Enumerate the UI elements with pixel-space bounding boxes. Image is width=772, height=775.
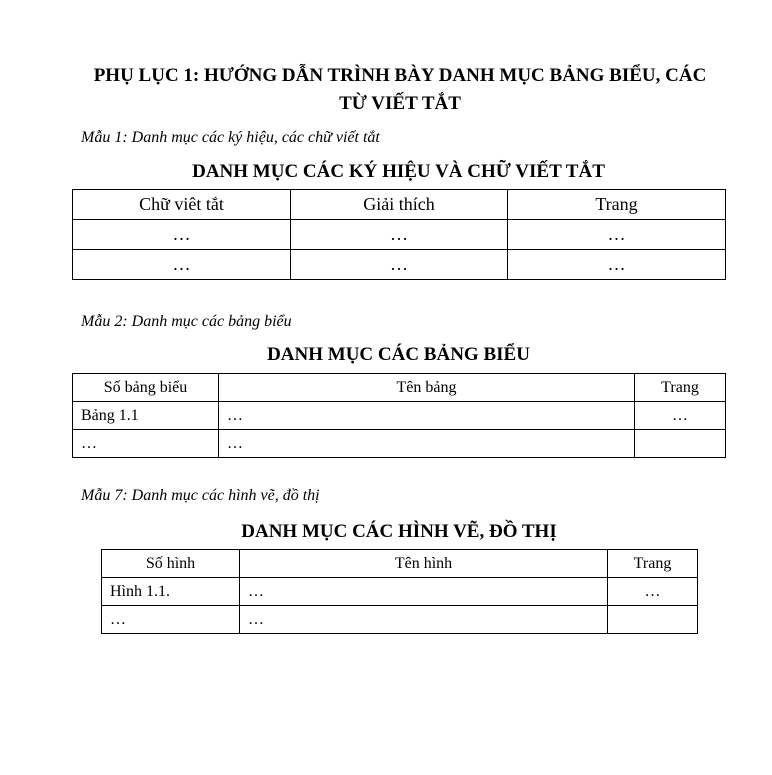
table-row bbox=[73, 430, 726, 458]
header-cell: Tên bảng bbox=[219, 374, 635, 402]
table-cell: … bbox=[291, 220, 508, 250]
table-row bbox=[73, 402, 726, 430]
table-row bbox=[102, 606, 698, 634]
table-header-row bbox=[73, 374, 726, 402]
table-cell: … bbox=[73, 220, 291, 250]
abbreviations-table bbox=[72, 189, 726, 280]
table-row bbox=[73, 250, 726, 280]
table-cell: … bbox=[635, 402, 726, 430]
table-row bbox=[73, 220, 726, 250]
sample2-table-title: DANH MỤC CÁC BẢNG BIỂU bbox=[267, 344, 530, 365]
table-cell: … bbox=[608, 578, 698, 606]
table-cell: … bbox=[508, 220, 726, 250]
table-cell: … bbox=[291, 250, 508, 280]
table-cell: … bbox=[102, 606, 240, 634]
page-heading-line-1: PHỤ LỤC 1: HƯỚNG DẪN TRÌNH BÀY DANH MỤC BẢNG BIỂU, CÁC bbox=[93, 65, 707, 86]
table-cell: … bbox=[219, 402, 635, 430]
table-row bbox=[102, 578, 698, 606]
sample7-table-title: DANH MỤC CÁC HÌNH VẼ, ĐỒ THỊ bbox=[241, 521, 557, 542]
header-cell: Trang bbox=[608, 550, 698, 578]
sample1-table-title: DANH MỤC CÁC KÝ HIỆU VÀ CHỮ VIẾT TẮT bbox=[192, 161, 605, 182]
table-cell: … bbox=[240, 606, 608, 634]
table-cell: … bbox=[508, 250, 726, 280]
page-heading-line-2: TỪ VIẾT TẮT bbox=[339, 93, 461, 114]
table-cell bbox=[608, 606, 698, 634]
header-cell: Giải thích bbox=[291, 190, 508, 220]
table-cell: … bbox=[240, 578, 608, 606]
table-cell: … bbox=[73, 430, 219, 458]
table-cell: … bbox=[73, 250, 291, 280]
header-cell: Tên hình bbox=[240, 550, 608, 578]
sample2-caption: Mẫu 2: Danh mục các bảng biểu bbox=[81, 313, 292, 330]
header-cell: Trang bbox=[635, 374, 726, 402]
table-cell: Hình 1.1. bbox=[102, 578, 240, 606]
table-cell: Bảng 1.1 bbox=[73, 402, 219, 430]
figures-list-table bbox=[101, 549, 698, 634]
table-cell: … bbox=[219, 430, 635, 458]
page-heading bbox=[60, 62, 740, 118]
tables-list-table bbox=[72, 373, 726, 458]
table-cell bbox=[635, 430, 726, 458]
header-cell: Số bảng biểu bbox=[73, 374, 219, 402]
table-header-row bbox=[73, 190, 726, 220]
table-header-row bbox=[102, 550, 698, 578]
header-cell: Số hình bbox=[102, 550, 240, 578]
sample7-caption: Mẫu 7: Danh mục các hình vẽ, đồ thị bbox=[81, 487, 320, 504]
sample1-caption: Mẫu 1: Danh mục các ký hiệu, các chữ viết tắt bbox=[81, 129, 380, 146]
header-cell: Chữ viêt tắt bbox=[73, 190, 291, 220]
header-cell: Trang bbox=[508, 190, 726, 220]
